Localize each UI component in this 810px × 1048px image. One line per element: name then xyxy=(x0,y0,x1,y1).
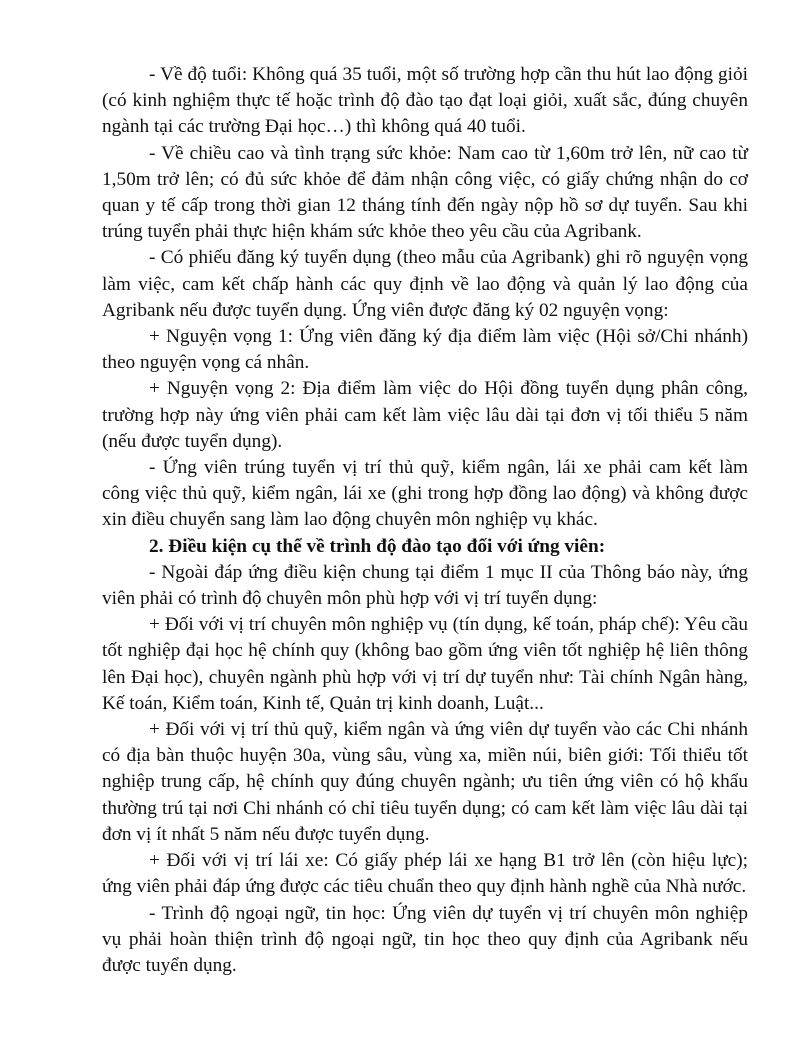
paragraph-cashier-position: + Đối với vị trí thủ quỹ, kiểm ngân và ứng viên dự tuyển vào các Chi nhánh có địa bàn thuộc huyện 30a, vùng sâu, vùng xa, miền núi, biên giới: Tối thiểu tốt nghiệp trung cấp, hệ chính quy đúng chuyên ngành; ưu tiên ứng viên có hộ khẩu thường trú tại nơi Chi nhánh có chỉ tiêu tuyển dụng; có cam kết làm việc lâu dài tại đơn vị ít nhất 5 năm nếu được tuyển dụng. xyxy=(102,719,748,845)
paragraph-language-it: - Trình độ ngoại ngữ, tin học: Ứng viên dự tuyển vị trí chuyên môn nghiệp vụ phải hoàn thiện trình độ ngoại ngữ, tin học theo quy định của Agribank nếu được tuyển dụng. xyxy=(102,902,748,976)
paragraph-height-health: - Về chiều cao và tình trạng sức khỏe: Nam cao từ 1,60m trở lên, nữ cao từ 1,50m trở lên; có đủ sức khỏe để đảm nhận công việc, có giấy chứng nhận do cơ quan y tế cấp trong thời gian 12 tháng tính đến ngày nộp hồ sơ dự tuyển. Sau khi trúng tuyển phải thực hiện khám sức khỏe theo yêu cầu của Agribank. xyxy=(102,142,748,243)
paragraph-general-requirement: - Ngoài đáp ứng điều kiện chung tại điểm 1 mục II của Thông báo này, ứng viên phải có trình độ chuyên môn phù hợp với vị trí tuyển dụng: xyxy=(102,561,748,610)
document-page xyxy=(102,62,748,979)
section-heading: 2. Điều kiện cụ thể về trình độ đào tạo đối với ứng viên: xyxy=(149,535,606,557)
paragraph-registration-form: - Có phiếu đăng ký tuyển dụng (theo mẫu của Agribank) ghi rõ nguyện vọng làm việc, cam kết chấp hành các quy định về lao động và quản lý lao động của Agribank nếu được tuyển dụng. Ứng viên được đăng ký 02 nguyện vọng: xyxy=(102,247,748,321)
paragraph-professional-position: + Đối với vị trí chuyên môn nghiệp vụ (tín dụng, kế toán, pháp chế): Yêu cầu tốt nghiệp đại học hệ chính quy (không bao gồm ứng viên tốt nghiệp hệ liên thông lên Đại học), chuyên ngành phù hợp với vị trí dự tuyển như: Tài chính Ngân hàng, Kế toán, Kiểm toán, Kinh tế, Quản trị kinh doanh, Luật... xyxy=(102,614,748,714)
paragraph-age: - Về độ tuổi: Không quá 35 tuổi, một số trường hợp cần thu hút lao động giỏi (có kinh nghiệm thực tế hoặc trình độ đào tạo đạt loại giỏi, xuất sắc, đúng chuyên ngành tại các trường Đại học…) thì không quá 40 tuổi. xyxy=(102,64,748,138)
paragraph-preference-2: + Nguyện vọng 2: Địa điểm làm việc do Hội đồng tuyển dụng phân công, trường hợp này ứng viên phải cam kết làm việc lâu dài tại đơn vị tối thiểu 5 năm (nếu được tuyển dụng). xyxy=(102,378,748,452)
paragraph-preference-1: + Nguyện vọng 1: Ứng viên đăng ký địa điểm làm việc (Hội sở/Chi nhánh) theo nguyện vọng cá nhân. xyxy=(102,326,748,374)
paragraph-cashier-commitment: - Ứng viên trúng tuyển vị trí thủ quỹ, kiểm ngân, lái xe phải cam kết làm công việc thủ quỹ, kiểm ngân, lái xe (ghi trong hợp đồng lao động) và không được xin điều chuyển sang làm lao động chuyên môn nghiệp vụ khác. xyxy=(102,457,748,531)
paragraph-driver-position: + Đối với vị trí lái xe: Có giấy phép lái xe hạng B1 trở lên (còn hiệu lực); ứng viên phải đáp ứng được các tiêu chuẩn theo quy định hành nghề của Nhà nước. xyxy=(102,850,748,898)
